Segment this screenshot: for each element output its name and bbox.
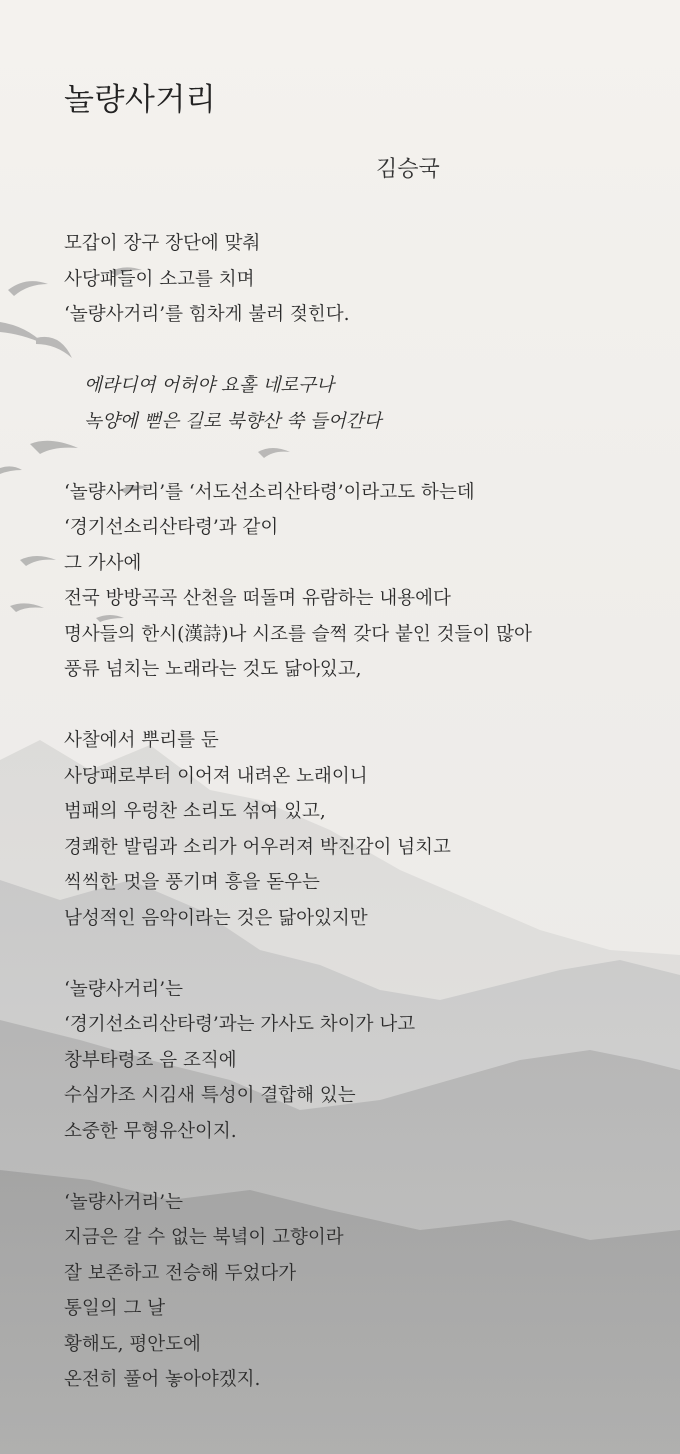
poem-line: 씩씩한 멋을 풍기며 흥을 돋우는 bbox=[64, 872, 320, 893]
poem-line: ‘놀량사거리’를 ‘서도선소리산타령’이라고도 하는데 bbox=[64, 481, 475, 503]
poem-line: 사당패로부터 이어져 내려온 노래이니 bbox=[64, 765, 368, 787]
poem-line: ‘놀량사거리’를 힘차게 불러 젖힌다. bbox=[64, 304, 350, 325]
poem-line: 잘 보존하고 전승해 두었다가 bbox=[64, 1262, 297, 1284]
poem-refrain-line: 녹양에 뻗은 길로 북향산 쑥 들어간다 bbox=[84, 410, 382, 432]
poem-line: ‘경기선소리산타령’과는 가사도 차이가 나고 bbox=[64, 1014, 416, 1035]
poem-line: 소중한 무형유산이지. bbox=[64, 1120, 237, 1142]
stanza-gap bbox=[64, 688, 664, 724]
poem-line: ‘경기선소리산타령’과 같이 bbox=[64, 517, 279, 538]
poem-line: 창부타령조 음 조직에 bbox=[64, 1049, 237, 1071]
stanza-gap bbox=[64, 439, 664, 475]
poem-line: ‘놀량사거리’는 bbox=[64, 978, 183, 1000]
poem-line: 황해도, 평안도에 bbox=[64, 1333, 201, 1355]
poem-line: 사찰에서 뿌리를 둔 bbox=[64, 730, 219, 751]
poem-line: 수심가조 시김새 특성이 결합해 있는 bbox=[64, 1085, 356, 1106]
stanza-gap bbox=[64, 333, 664, 369]
poem-refrain-line: 에라디여 어허야 요홀 네로구나 bbox=[84, 375, 334, 396]
poem-line: 온전히 풀어 놓아야겠지. bbox=[64, 1369, 261, 1390]
poem-line: 그 가사에 bbox=[64, 552, 142, 574]
stanza-gap bbox=[64, 936, 664, 972]
poem-line: 남성적인 음악이라는 것은 닮아있지만 bbox=[64, 907, 368, 929]
poem-line: 전국 방방곡곡 산천을 떠돌며 유람하는 내용에다 bbox=[64, 588, 451, 609]
poem-line: 풍류 넘치는 노래라는 것도 닮아있고, bbox=[64, 659, 362, 680]
poem-line: 범패의 우렁찬 소리도 섞여 있고, bbox=[64, 801, 326, 822]
poem-line: 지금은 갈 수 없는 북녘이 고향이라 bbox=[64, 1227, 344, 1248]
poem-line: 통일의 그 날 bbox=[64, 1298, 166, 1319]
poem-body bbox=[64, 226, 664, 1398]
poem-line: 모갑이 장구 장단에 맞춰 bbox=[64, 233, 261, 254]
poem-title: 놀량사거리 bbox=[64, 82, 217, 118]
poem-line: ‘놀량사거리’는 bbox=[64, 1191, 183, 1213]
poem-author: 김승국 bbox=[376, 157, 440, 182]
poem-line: 경쾌한 발림과 소리가 어우러져 박진감이 넘치고 bbox=[64, 836, 451, 858]
poem-line: 사당패들이 소고를 치며 bbox=[64, 268, 255, 290]
poem-line: 명사들의 한시(漢詩)나 시조를 슬쩍 갖다 붙인 것들이 많아 bbox=[64, 623, 532, 645]
stanza-gap bbox=[64, 1149, 664, 1185]
